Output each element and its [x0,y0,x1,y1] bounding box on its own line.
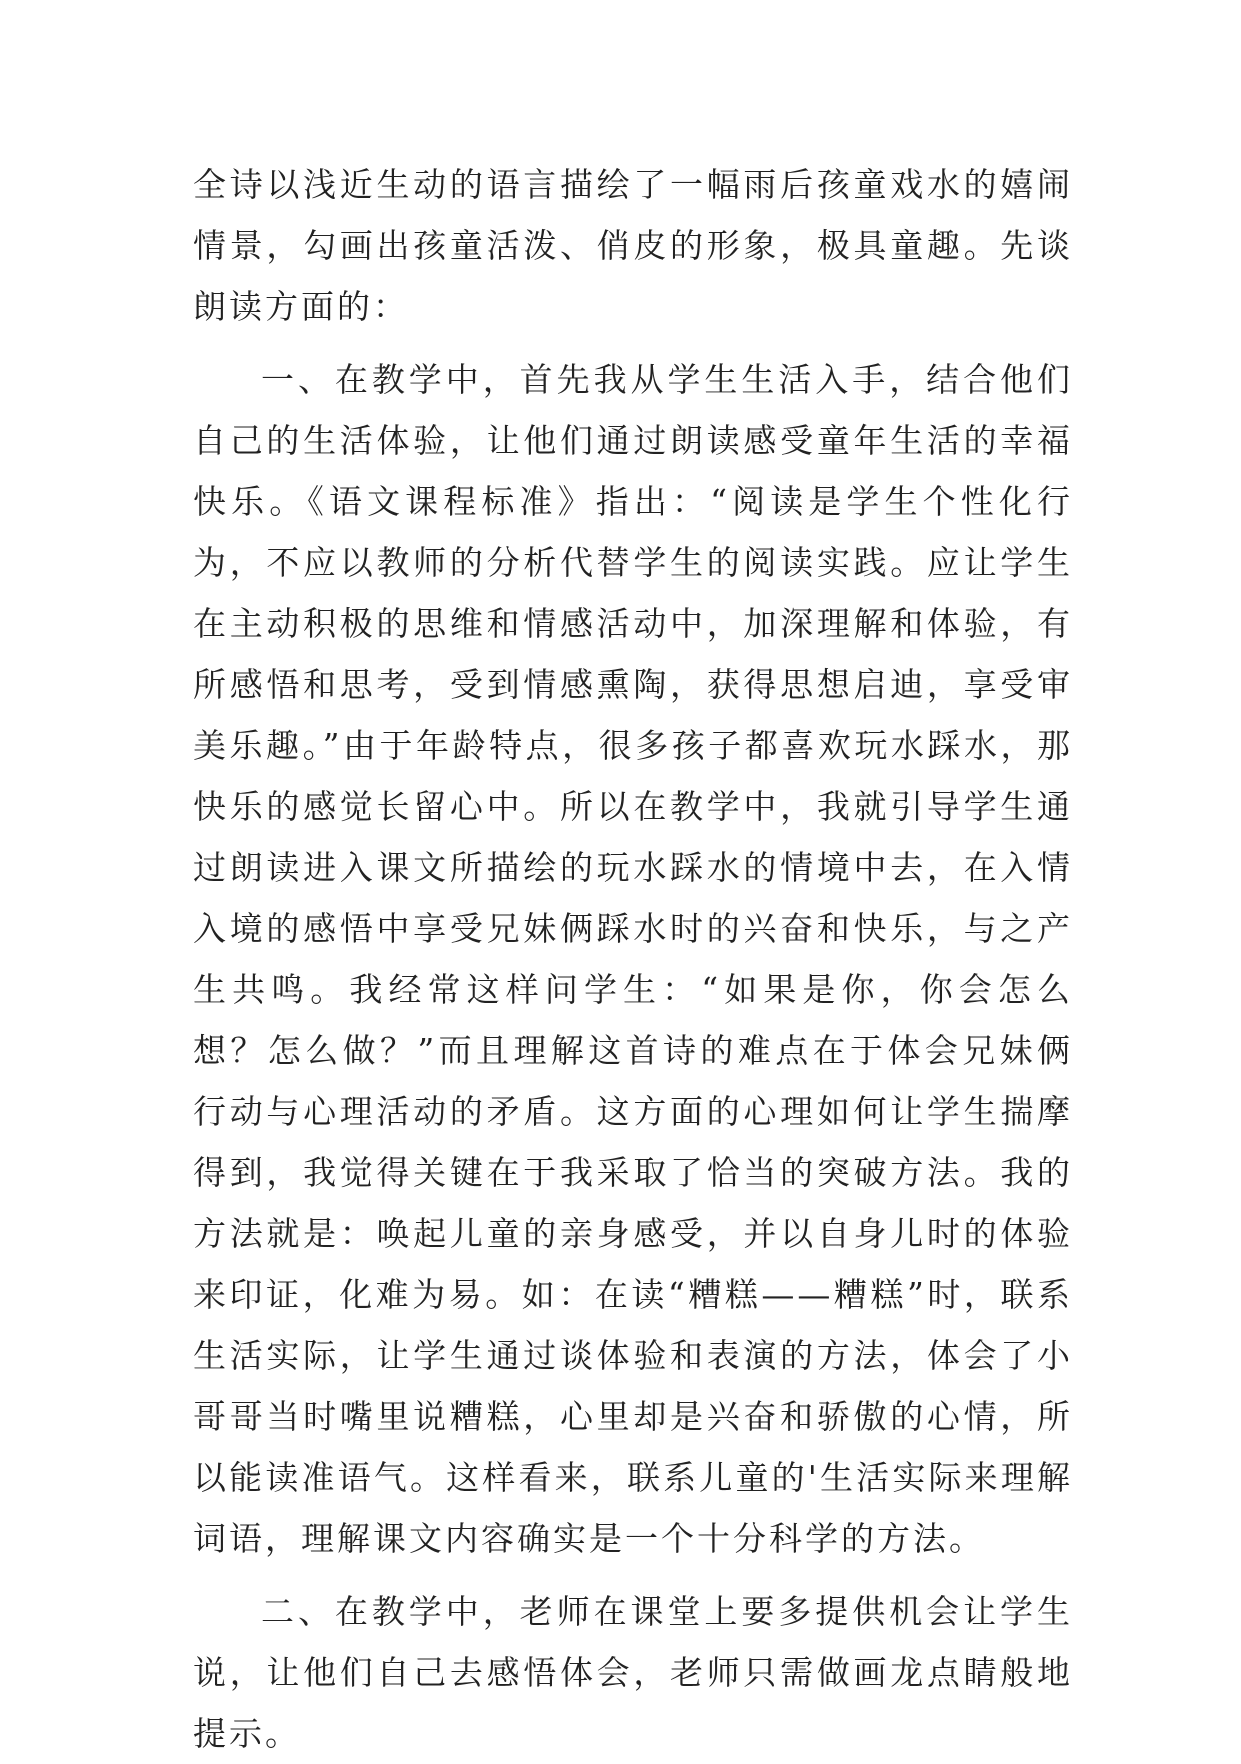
paragraph-gap [193,337,1073,349]
paragraph-point-one: 一、在教学中，首先我从学生生活入手，结合他们自己的生活体验，让他们通过朗读感受童年生活的幸福快乐。《语文课程标准》指出：“阅读是学生个性化行为，不应以教师的分析代替学生的阅读实践。应让学生在主动积极的思维和情感活动中，加深理解和体验，有所感悟和思考，受到情感熏陶，获得思想启迪，享受审美乐趣。”由于年龄特点，很多孩子都喜欢玩水踩水，那快乐的感觉长留心中。所以在教学中，我就引导学生通过朗读进入课文所描绘的玩水踩水的情境中去，在入情入境的感悟中享受兄妹俩踩水时的兴奋和快乐，与之产生共鸣。我经常这样问学生：“如果是你，你会怎么想？怎么做？”而且理解这首诗的难点在于体会兄妹俩行动与心理活动的矛盾。这方面的心理如何让学生揣摩得到，我觉得关键在于我采取了恰当的突破方法。我的方法就是：唤起儿童的亲身感受，并以自身儿时的体验来印证，化难为易。如：在读“糟糕——糟糕”时，联系生活实际，让学生通过谈体验和表演的方法，体会了小哥哥当时嘴里说糟糕，心里却是兴奋和骄傲的心情，所以能读准语气。这样看来，联系儿童的'生活实际来理解词语，理解课文内容确实是一个十分科学的方法。 [193,360,1073,1558]
document-body [193,154,1073,1764]
paragraph-intro: 全诗以浅近生动的语言描绘了一幅雨后孩童戏水的嬉闹情景，勾画出孩童活泼、俏皮的形象，极具童趣。先谈朗读方面的： [193,165,1073,326]
paragraph-gap [193,1569,1073,1581]
paragraph-point-two: 二、在教学中，老师在课堂上要多提供机会让学生说，让他们自己去感悟体会，老师只需做画龙点睛般地提示。 [193,1592,1073,1753]
